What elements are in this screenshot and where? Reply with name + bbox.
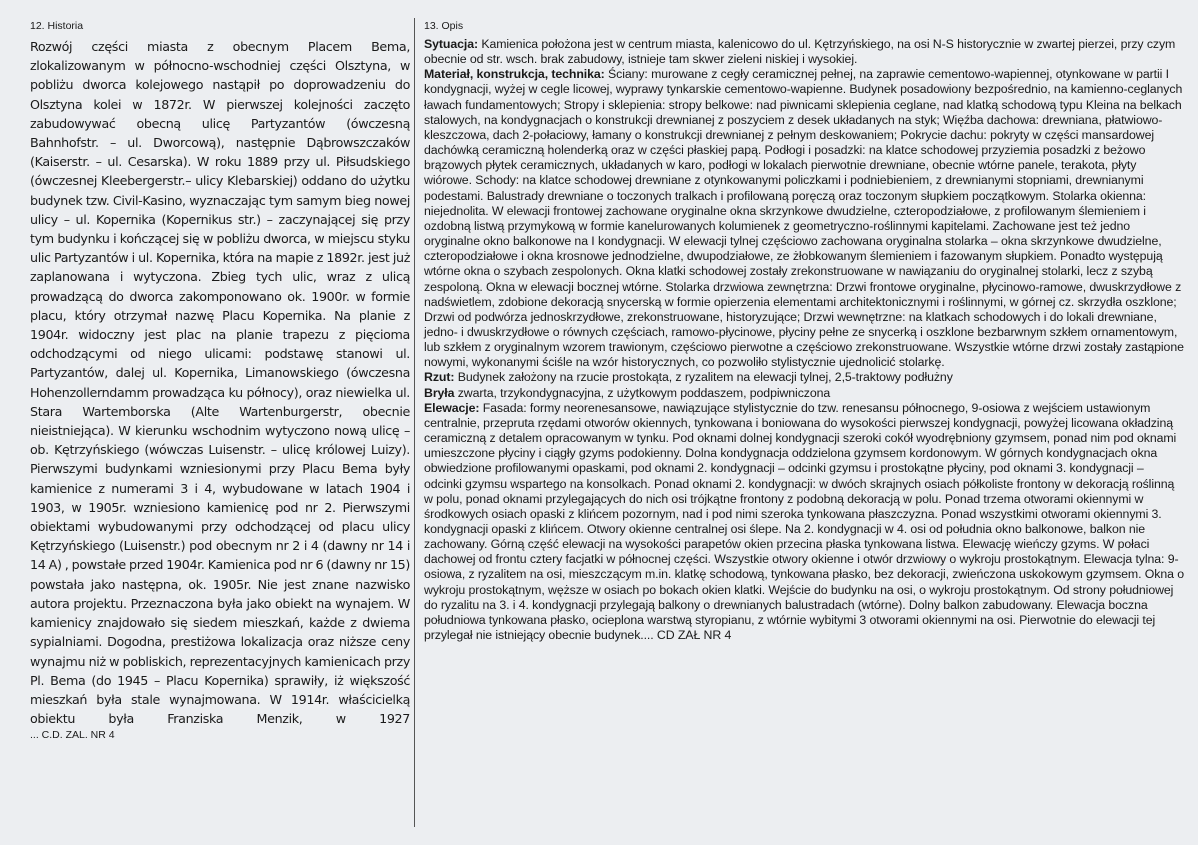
label-elewacje: Elewacje: [424, 400, 480, 415]
paragraph-elewacje [424, 401, 1184, 644]
label-bryla: Bryła [424, 385, 455, 400]
text-sytuacja: Kamienica położona jest w centrum miasta, kalenicowo do ul. Kętrzyńskiego, na osi N-S historycznie w zwartej pierzei, przy czym obecnie od str. wsch. brak zabudowy, istnieje tam skwer zieleni niskiej i wysokiej. [424, 37, 1176, 67]
paragraph-material [424, 67, 1184, 370]
text-material: Ściany: murowane z cegły ceramicznej pełnej, na zaprawie cementowo-wapiennej, otynkowane w partii I kondygnacji, wyżej w cegle licowej, wyprawy tynkarskie cementowo-wapienne. Budynek posadowiony bezpośrednio, na kamienno-ceglanych ławach fundamentowych; Stropy i sklepienia: stropy belkowe: nad piwnicami sklepienia ceglane, nad klatką schodową typu Kleina na belkach stalowych, na kondygnacjach o konstrukcji drewnianej z poszyciem z desek układanych na styk; Więźba dachowa: drewniana, płatwiowo-kleszczowa, dach 2-połaciowy, łamany o konstrukcji drewnianej z pełnym deskowaniem; Pokrycie dachu: pokryty w części mansardowej dachówką ceramiczną holenderką oraz w części płaskiej papą. Podłogi i posadzki: na klatce schodowej przyziemia posadzki z beżowo brązowych płytek ceramicznych, układanych w karo, podłogi w lokalach pierwotnie drewniane, obecnie wtórne panele, terakota, płyty wiórowe. Schody: na klatce schodowej drewniane z otynkowanymi policzkami i podniebieniem, z drewnianymi stopniami, drewnianymi podestami. Balustrady drewniane o toczonych tralkach i profilowaną poręczą oraz toczonym słupkiem początkowym. Stolarka okienna: niejednolita. W elewacji frontowej zachowane oryginalne okna skrzynkowe dwudzielne, czteropodziałowe, z profilowanym ślemieniem i ozdobną listwą przymykową w formie kanelurowanych kolumienek z geometryczno-roślinnymi kapitelami. Zachowane jest też jedno oryginalne okno balkonowe na I kondygnacji. W elewacji tylnej częściowo zachowana oryginalna stolarka – okna skrzynkowe dwudzielne, czteropodziałowe i okna krosnowe jednodzielne, dwupodziałowe, ze żłobkowanym ślemieniem i fazowanym słupkiem. Ponadto występują wtórne okna o szybach zespolonych. Okna klatki schodowej zostały zrekonstruowane w nawiązaniu do oryginalnej stolarki, lecz z szybą zespoloną. Okna w elewacji bocznej wtórne. Stolarka drzwiowa zewnętrzna: Drzwi frontowe oryginalne, płycinowo-ramowe, dwuskrzydłowe z nadświetlem, zdobione dekoracją snycerską w formie opierzenia elementami architektonicznymi i roślinnymi, w górnej cz. skrzydła oszklone; Drzwi od podwórza jednoskrzydłowe, zrekonstruowane, historyzujące; Drzwi wewnętrzne: na klatkach schodowych i do lokali drewniane, jedno- i dwuskrzydłowe o równych częściach, ramowo-płycinowe, płyciny pełne ze snycerką i oszklone bezbarwnym szkłem ornamentowym, lub szkłem z oryginalnym wzorem trawionym, częściowo pierwotne a częściowo zrekonstruowane. Wszystkie wtórne drzwi zostały zastąpione nowymi, wykonanymi ściśle na wzór historycznych, co pozwoliło stylistycznie ujednolicić stolarkę. [424, 67, 1184, 370]
history-text: Rozwój części miasta z obecnym Placem Bema, zlokalizowanym w północno-wschodniej części Olsztyna, w pobliżu dworca kolejowego nastąpił po doprowadzeniu do Olsztyna kolei w 1872r. W pierwszej kolejności zaczęto zabudowywać obecną ulicę Partyzantów (ówczesną Bahnhofstr. – ul. Dworcową), następnie Dąbrowszczaków (Kaiserstr. – ul. Cesarska). W roku 1889 przy ul. Piłsudskiego (ówczesnej Kleebergerstr.– ulicy Klebarskiej) oddano do użytku budynek tzw. Civil-Kasino, wyznaczając tym samym bieg nowej ulicy – ul. Kopernika (Kopernikus str.) – zaczynającej się przy tym budynku i kończącej się w pobliżu dworca, w miejscu styku ulic Partyzantów i ul. Kopernika, która na mapie z 1892r. jest już zaplanowana i wytyczona. Zbieg tych ulic, wraz z ulicą prowadzącą do dworca zakomponowano ok. 1900r. w formie placu, który otrzymał nazwę Placu Kopernika. Na planie z 1904r. widoczny jest plac na planie trapezu z pięcioma odchodzącymi od niego ulicami: podstawę stanowi ul. Partyzantów, dalej ul. Kopernika, Limanowskiego (ówczesna Hohenzollerndamm prowadząca ku północy), oraz niewielka ul. Stara Wartemborska (Alte Wartenburgerstr, obecnie nieistniejąca). W kierunku wschodnim wytyczono nową ulicę – ob. Kętrzyńskiego (wówczas Luisenstr. – ulicę królowej Luizy). Pierwszymi budynkami wzniesionymi przy Placu Bema były kamienice z numerami 3 i 4, wybudowane w latach 1904 i 1903, w 1905r. wzniesiono kamienicę pod nr 2. Pierwszymi obiektami wybudowanymi przy odchodzącej od placu ulicy Kętrzyńskiego (Luisenstr.) pod obecnym nr 2 i 4 (dawny nr 14 i 14 A) , powstałe przed 1904r. Kamienica pod nr 6 (dawny nr 15) powstała jako następna, ok. 1905r. Nie jest znane nazwisko autora projektu. Przeznaczona była jako obiekt na wynajem. W kamienicy znajdowało się siedem mieszkań, każde z dwiema sypialniami. Dogodna, prestiżowa lokalizacja oraz niższe ceny wynajmu niż w pobliskich, reprezentacyjnych kamienicach przy Pl. Bema (do 1945 – Placu Kopernika) sprawiły, iż większość mieszkań była stale wynajmowana. W 1914r. właścicielką obiektu była Franziska Menzik, w 1927 [30, 39, 410, 727]
paragraph-sytuacja [424, 37, 1184, 67]
history-column [30, 20, 410, 823]
text-bryla: zwarta, trzykondygnacyjna, z użytkowym poddaszem, podpiwniczona [454, 385, 831, 400]
text-elewacje: Fasada: formy neorenesansowe, nawiązujące stylistycznie do tzw. renesansu północnego, 9-osiowa z wejściem ustawionym centralnie, przepruta rzędami otworów okiennych, tynkowana i boniowana do wysokości pierwszej kondygnacji, powyżej licowana okładziną ceramiczną z detalem opracowanym w tynku. Pod oknami dolnej kondygnacji szeroki cokół wyodrębniony gzymsem, ponad nim pod oknami umieszczone płyciny i ciągły gzyms podokienny. Dolna kondygnacja oddzielona gzymsem kordonowym. W górnych kondygnacjach okna obwiedzione profilowanymi opaskami, pod oknami 2. kondygnacji – odcinki gzymsu i prostokątne płyciny, pod oknami 3. kondygnacji – odcinki gzymsu wspartego na konsolkach. Ponad oknami 2. kondygnacji: w dwóch skrajnych osiach półkoliste frontony w dekoracją roślinną w polu, ponad oknami przylegających do nich osi trójkątne frontony z podobną dekoracją w polu. Ponad trzema otworami okiennymi w środkowych osiach opaski z klińcem pozornym, nad i pod nimi szeroka tynkowana płaszczyzna. Ponad wszystkimi otworami okiennymi 3. kondygnacji opaski z klińcem. Otwory okienne centralnej osi ślepe. Na 2. kondygnacji w 4. osi od południa okno balkonowe, balkon nie zachowany. Górną część elewacji na wysokości parapetów okien przecina płaska tynkowana listwa. Elewację wieńczy gzyms. W połaci dachowej od frontu cztery facjatki w północnej części. Wszystkie otwory okienne i otwór drzwiowy o wykroju prostokątnym. Elewacja tylna: 9-osiowa, z ryzalitem na osi, mieszczącym m.in. klatkę schodową, tynkowana płasko, bez dekoracji, zwieńczona uskokowym gzymsem. Okna o wykroju prostokątnym, węższe w osiach po bokach okien klatki. Wejście do budynku na osi, o wykroju prostokątnym. Od strony południowej do ryzalitu na 3. i 4. kondygnacji przylegają balkony o drewnianych balustradach (wtórne). Dolny balkon zabudowany. Elewacja boczna południowa tynkowana płasko, ocieplona warstwą styropianu, z wtórnie wybitymi 3 otworami okiennymi na osi. Pierwotnie do elewacji tej przylegał nie istniejący obecnie budynek.... CD ZAŁ NR 4 [424, 400, 1184, 643]
column-divider [414, 18, 415, 827]
label-rzut: Rzut: [424, 370, 455, 385]
text-rzut: Budynek założony na rzucie prostokąta, z ryzalitem na elewacji tylnej, 2,5-traktowy podłużny [454, 370, 953, 385]
description-column [424, 20, 1184, 823]
description-text [424, 37, 1184, 643]
label-material: Materiał, konstrukcja, technika: [424, 67, 605, 82]
paragraph-rzut [424, 370, 1184, 385]
history-heading: 12. Historia [30, 20, 84, 32]
history-footer: ... C.D. ZAL. NR 4 [30, 729, 115, 742]
label-sytuacja: Sytuacja: [424, 37, 478, 51]
description-heading: 13. Opis [424, 20, 464, 32]
paragraph-bryla [424, 386, 1184, 401]
